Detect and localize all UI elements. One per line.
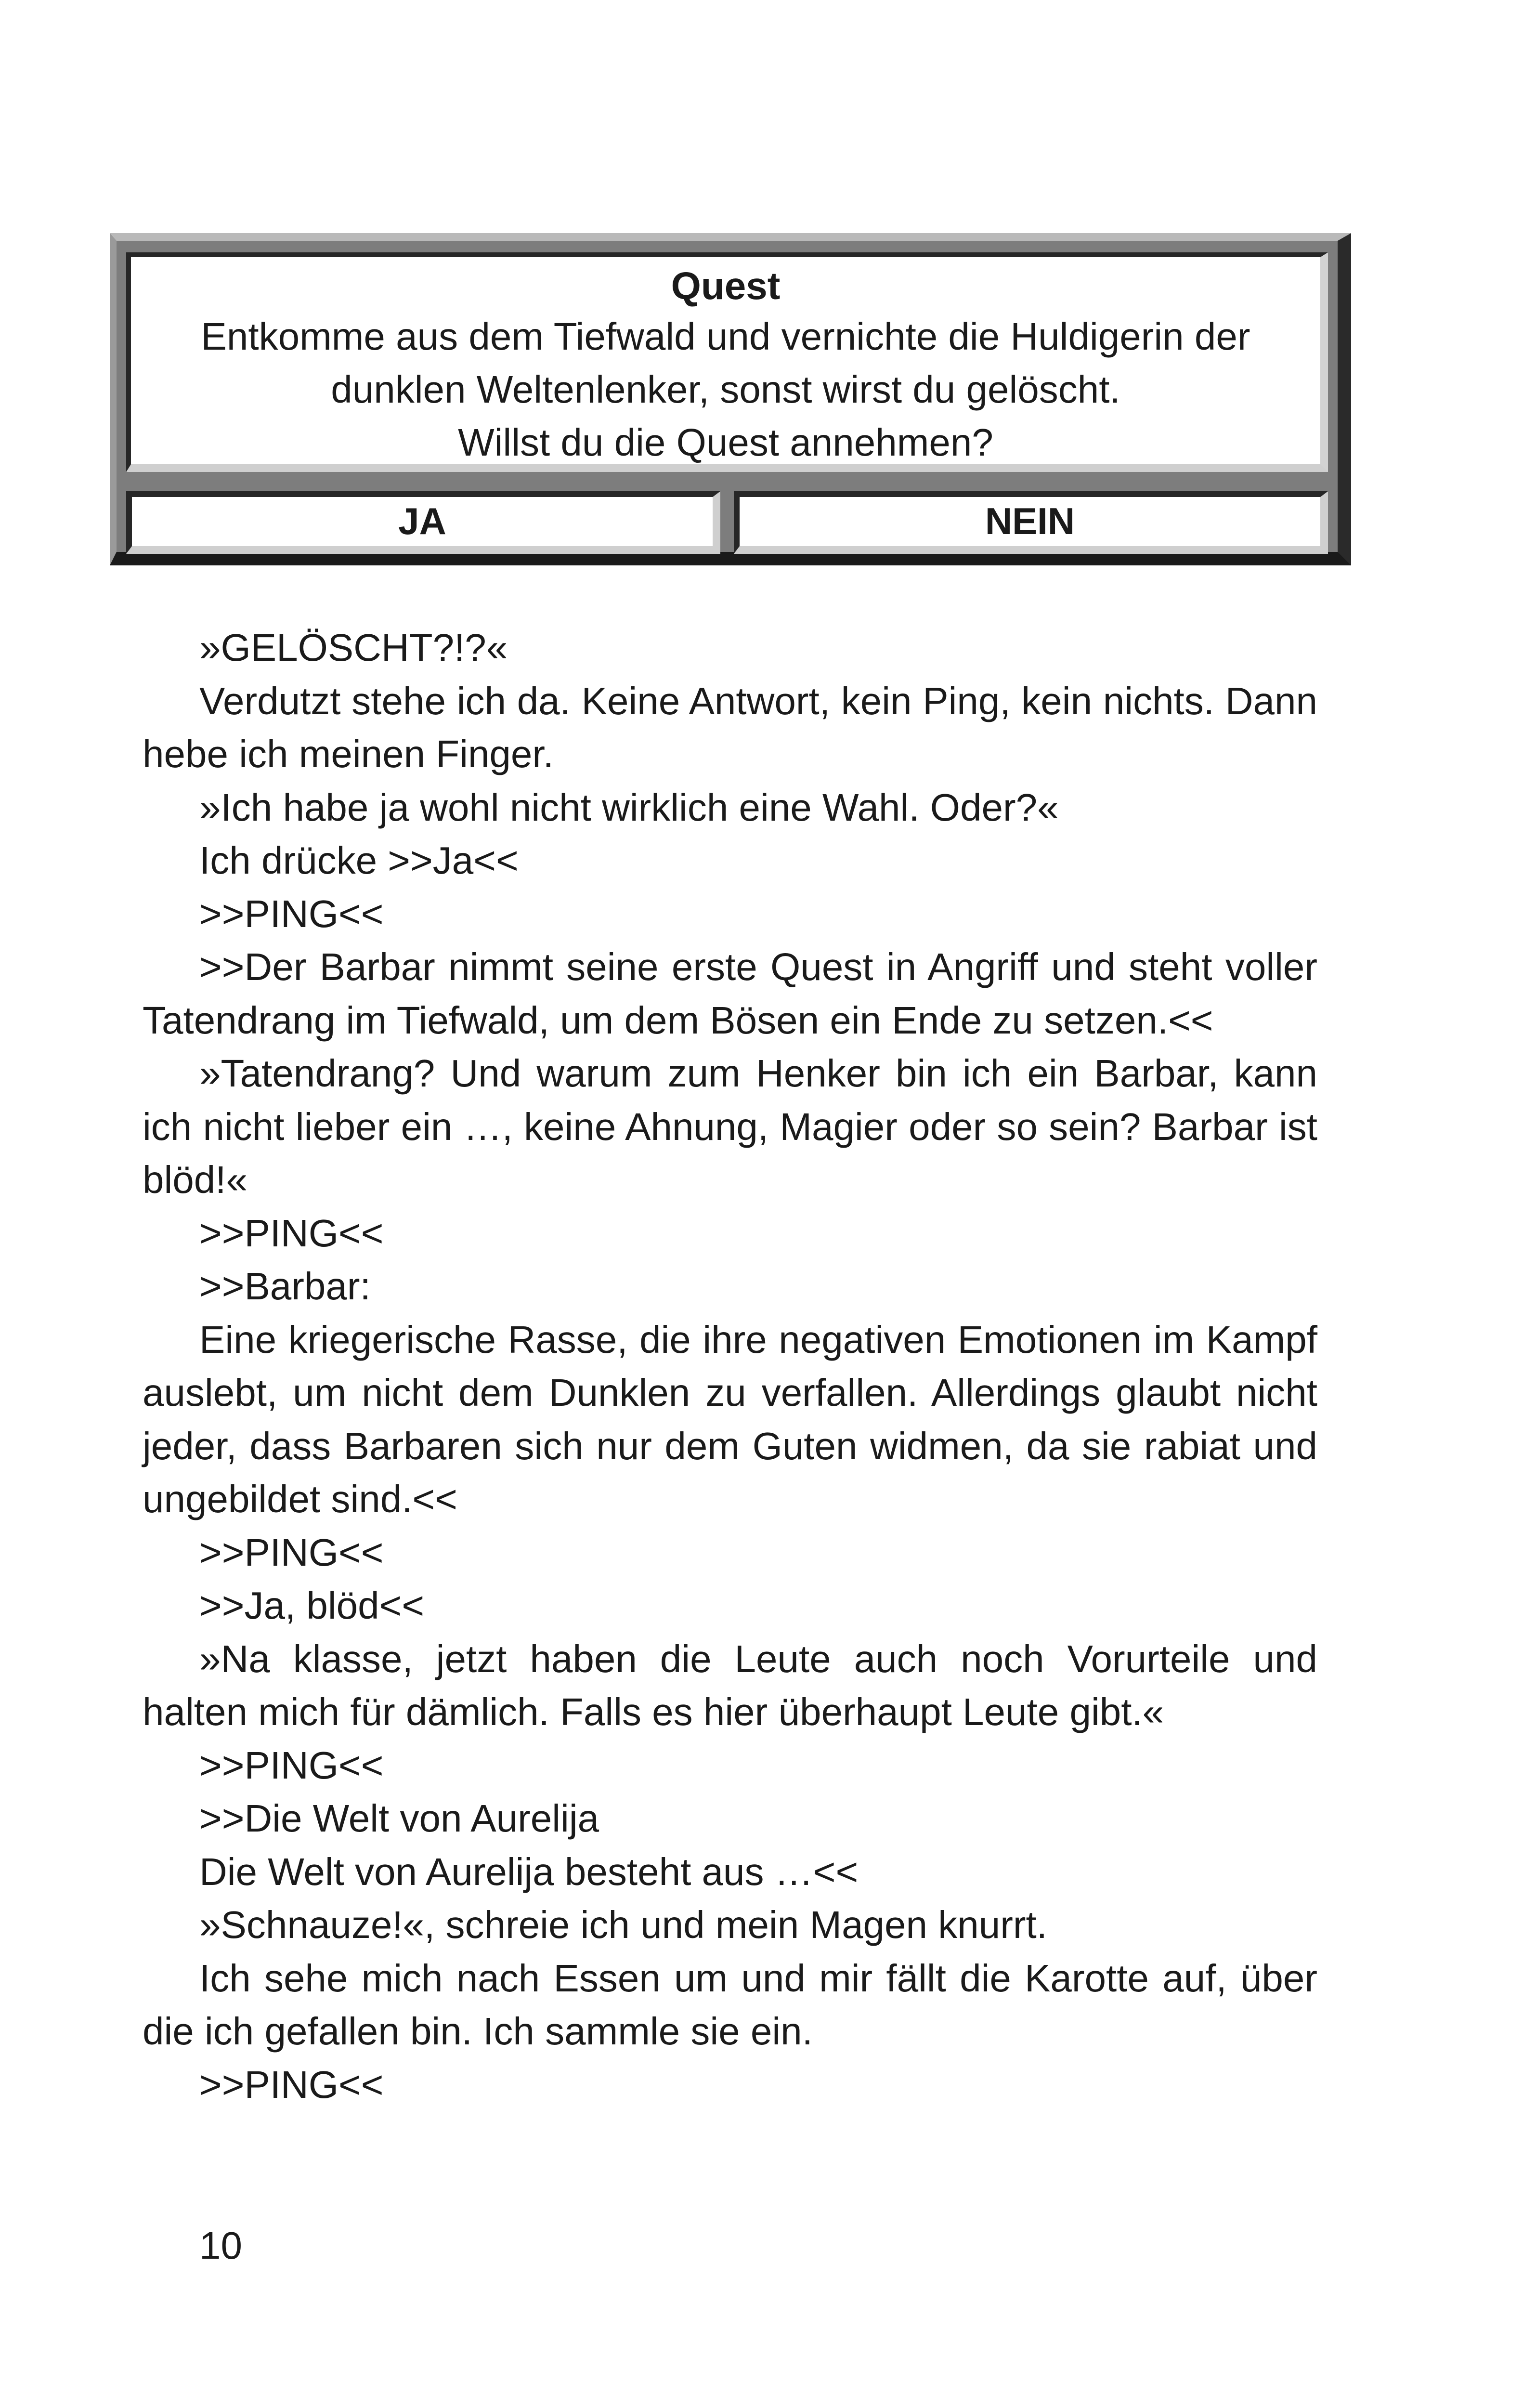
paragraph: »GELÖSCHT?!?«: [199, 626, 508, 669]
quest-description: Entkomme aus dem Tiefwald und vernichte die Huldigerin der dunklen Weltenlenker, sonst wirst du gelöscht.: [201, 315, 1250, 411]
paragraph: Die Welt von Aurelija besteht aus …<<: [199, 1850, 859, 1893]
story-text: [143, 621, 1317, 2111]
page-number: 10: [199, 2224, 242, 2267]
paragraph: >>PING<<: [199, 2063, 384, 2106]
accept-quest-button[interactable]: JA: [126, 491, 720, 554]
paragraph: >>PING<<: [199, 1211, 384, 1255]
paragraph: »Schnauze!«, schreie ich und mein Magen knurrt.: [199, 1903, 1047, 1946]
paragraph: »Tatendrang? Und warum zum Henker bin ich ein Barbar, kann ich nicht lieber ein …, keine Ahnung, Magier oder so sein? Barbar ist blöd!«: [143, 1052, 1317, 1201]
paragraph: >>Barbar:: [199, 1265, 371, 1308]
paragraph: »Ich habe ja wohl nicht wirklich eine Wahl. Oder?«: [199, 785, 1059, 829]
quest-title: Quest: [671, 264, 781, 307]
quest-question: Willst du die Quest annehmen?: [458, 421, 993, 464]
paragraph: >>Die Welt von Aurelija: [199, 1797, 599, 1840]
paragraph: >>Ja, blöd<<: [199, 1584, 425, 1627]
paragraph: >>PING<<: [199, 1531, 384, 1574]
paragraph: >>Der Barbar nimmt seine erste Quest in Angriff und steht voller Tatendrang im Tiefwald, um dem Bösen ein Ende zu setzen.<<: [143, 945, 1317, 1042]
paragraph: Eine kriegerische Rasse, die ihre negativen Emotionen im Kampf auslebt, um nicht dem Dunklen zu verfallen. Allerdings glaubt nicht jeder, dass Barbaren sich nur dem Guten widmen, da sie rabiat und ungebildet sind.<<: [143, 1318, 1317, 1520]
paragraph: >>PING<<: [199, 892, 384, 935]
paragraph: Verdutzt stehe ich da. Keine Antwort, kein Ping, kein nichts. Dann hebe ich meinen Finger.: [143, 679, 1317, 775]
quest-dialog: [110, 233, 1351, 565]
paragraph: »Na klasse, jetzt haben die Leute auch noch Vorurteile und halten mich für dämlich. Falls es hier überhaupt Leute gibt.«: [143, 1637, 1317, 1733]
paragraph: >>PING<<: [199, 1743, 384, 1787]
quest-panel: [126, 252, 1328, 472]
paragraph: Ich sehe mich nach Essen um und mir fällt die Karotte auf, über die ich gefallen bin. Ich sammle sie ein.: [143, 1956, 1317, 2053]
decline-quest-button[interactable]: NEIN: [734, 491, 1328, 554]
paragraph: Ich drücke >>Ja<<: [199, 839, 519, 882]
